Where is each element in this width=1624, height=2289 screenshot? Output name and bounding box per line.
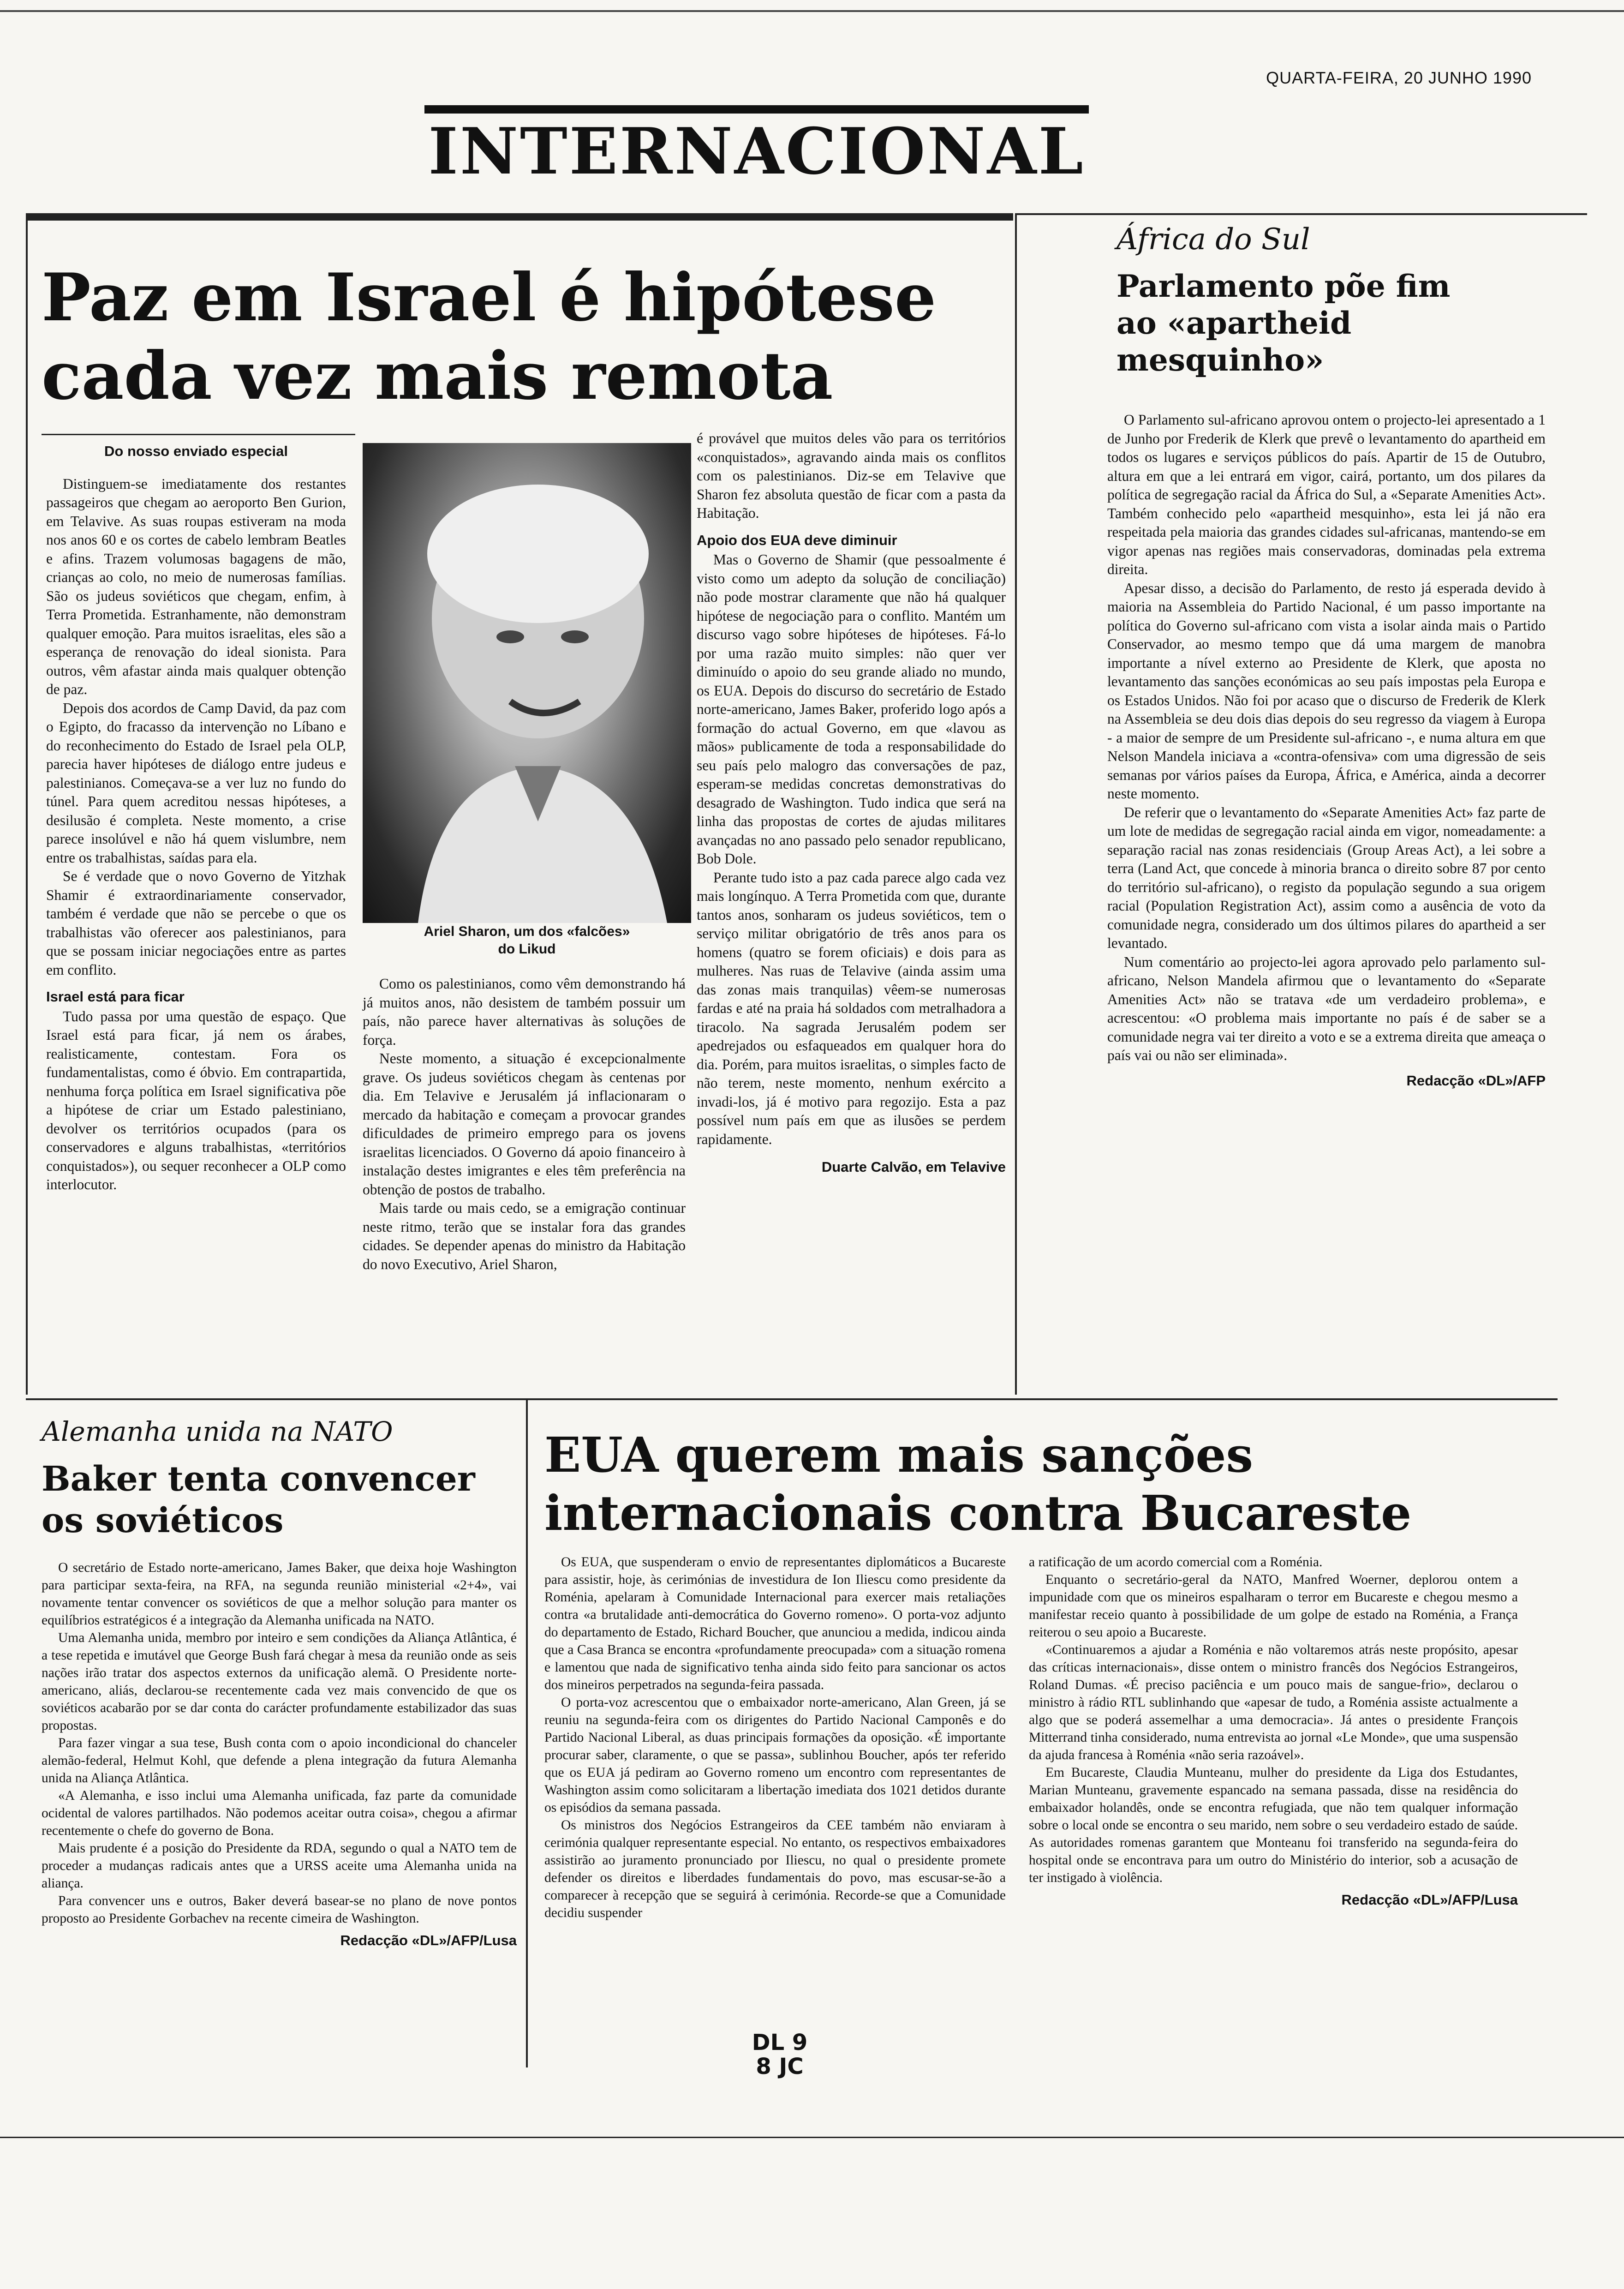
paragraph: Uma Alemanha unida, membro por inteiro e sem condições da Aliança Atlântica, é a tese repetida e imutável que George Bush fará chegar à mesa da reunião onde as seis nações irão tratar dos aspectos externos da unificação alemã. O Presidente norte-americano, aliás, declarou-se recentemente cada vez mais convencido de que os soviéticos acabarão por se dar conta do carácter profundamente estabilizador das suas propostas. xyxy=(42,1630,517,1733)
nato-kicker: Alemanha unida na NATO xyxy=(42,1416,393,1447)
africa-headline xyxy=(1116,268,1578,378)
page-number-logo xyxy=(729,2031,830,2079)
paragraph: Depois dos acordos de Camp David, da paz com o Egipto, do fracasso da intervenção no Líbano e do reconhecimento do Estado de Israel pela OLP, parecia haver hipóteses de diálogo entre judeus e palestinianos. Começava-se a ver luz no fundo do túnel. Para quem acreditou nessas hipóteses, a desilusão é completa. Neste momento, a crise parece insolúvel e não há quem vislumbre, nem entre os trabalhistas, saídas para ela. xyxy=(46,700,346,866)
photo-caption-line-1: Ariel Sharon, um dos «falcões» xyxy=(424,924,630,939)
paragraph: Os EUA, que suspenderam o envio de representantes diplomáticos a Bucareste para assistir, hoje, às cerimónias de investidura de Ion Iliescu como presidente da Roménia, apelaram à Comunidade Internacional para exercer mais retaliações contra «a brutalidade anti-democrática do Governo romeno». O porta-voz adjunto do departamento de Estado, Richard Boucher, que anunciou a medida, indicou ainda que a Casa Branca se encontra «profundamente preocupada» com a situação romena e lamentou que nada de significativo tenha ainda sido feito para sancionar os actos dos mineiros perpetrados na segunda-feira passada. xyxy=(544,1555,1006,1692)
paragraph: Perante tudo isto a paz cada parece algo cada vez mais longínquo. A Terra Prometida com que, durante tantos anos, sonharam os judeus soviéticos, tem o serviço militar obrigatório de três anos para os homens (quatro se forem oficiais) e dois para as mulheres. Nas ruas de Telavive (ainda assim uma das zonas mais tranquilas) vêem-se numerosas fardas e até na praia há soldados com metralhadora a tiracolo. Na sagrada Jerusalém podem ser apedrejados ou esfaqueados em qualquer hora do dia. Porém, para muitos israelitas, o simples facto de não terem, neste momento, nenhum exército a invadi-los, já é motivo para regozijo. Esta a paz possível num país em que as ilusões se perdem rapidamente. xyxy=(697,869,1006,1147)
paragraph: Enquanto o secretário-geral da NATO, Manfred Woerner, deplorou ontem a impunidade com que os mineiros espalharam o terror em Bucareste e chegou mesmo a manifestar receio quanto à possibilidade de um golpe de estado na Roménia, a França reiterou o seu apoio a Bucareste. xyxy=(1029,1572,1518,1640)
paragraph: Distinguem-se imediatamente dos restantes passageiros que chegam ao aeroporto Ben Gurion, em Telavive. As suas roupas estiveram na moda nos anos 60 e os cortes de cabelo lembram Beatles e afins. Trazem volumosas bagagens de mão, crianças ao colo, no meio de numerosas famílias. São os judeus soviéticos que chegam, enfim, à Terra Prometida. Estranhamente, não demonstram qualquer emoção. Para muitos israelitas, eles são a esperança de renovação do ideal sionista. Para outros, vêm afastar ainda mais qualquer obtenção de paz. xyxy=(46,475,346,697)
mid-frame xyxy=(26,1398,1558,1400)
africa-body xyxy=(1107,411,1546,1090)
paragraph: Como os palestinianos, como vêm demonstrando há já muitos anos, não desistem de também possuir um país, não parece haver alternativas às soluções de força. xyxy=(363,976,686,1048)
page-date: QUARTA-FEIRA, 20 JUNHO 1990 xyxy=(1266,68,1532,87)
romania-headline-line-2: internacionais contra Bucareste xyxy=(544,1485,1412,1541)
portrait-illustration xyxy=(363,443,691,923)
paragraph: O secretário de Estado norte-americano, James Baker, que deixa hoje Washington para participar sexta-feira, na RFA, na segunda reunião ministerial «2+4», vai novamente tentar convencer os soviéticos de que a melhor solução para manter os equilíbrios estratégicos é a integração da Alemanha unificada na NATO. xyxy=(42,1560,517,1628)
africa-headline-line-3: mesquinho» xyxy=(1116,342,1324,378)
paragraph: «A Alemanha, e isso inclui uma Alemanha unificada, faz parte da comunidade ocidental de valores partilhados. Não podemos aceitar outra coisa», chegou a afirmar recentemente o chefe do governo de Bona. xyxy=(42,1788,517,1838)
section-rule xyxy=(424,105,1089,114)
romania-column-1 xyxy=(544,1553,1006,1922)
paragraph: Para fazer vingar a sua tese, Bush conta com o apoio incondicional do chanceler alemão-federal, Helmut Kohl, que defende a plena integração da futura Alemanha unida na Aliança Atlântica. xyxy=(42,1736,517,1786)
romania-headline xyxy=(544,1426,1559,1542)
lead-column-2 xyxy=(363,975,686,1274)
paragraph: Para convencer uns e outros, Baker deverá basear-se no plano de nove pontos proposto ao Presidente Gorbachev na recente cimeira de Washington. xyxy=(42,1894,517,1926)
lead-column-3 xyxy=(697,429,1006,1177)
lead-byline-bottom: Duarte Calvão, em Telavive xyxy=(821,1159,1006,1175)
paragraph: Num comentário ao projecto-lei agora aprovado pelo parlamento sul-africano, Nelson Mandela afirmou que o levantamento do «Separate Amenities Act» não se tratava «de um verdadeiro problema», e acrescentou: «O problema mais importante no país é de saber se a comunidade negra vai ter direito a voto e se a extrema direita que ameaça o país vai ou não ser eliminada». xyxy=(1107,953,1546,1063)
paragraph: Mais tarde ou mais cedo, se a emigração continuar neste ritmo, terão que se instalar fora das grandes cidades. Se depender apenas do ministro da Habitação do novo Executivo, Ariel Sharon, xyxy=(363,1200,686,1272)
lead-frame-left xyxy=(26,213,28,1395)
nato-headline-line-1: Baker tenta convencer xyxy=(42,1459,475,1499)
bottom-rule xyxy=(0,2137,1624,2138)
logo-top: DL 9 xyxy=(752,2030,808,2055)
lower-divider xyxy=(526,1398,528,2067)
lead-subhead-2: Apoio dos EUA deve diminuir xyxy=(697,532,897,548)
nato-body xyxy=(42,1559,517,1949)
lead-headline-line-2: cada vez mais remota xyxy=(42,338,833,414)
nato-credit: Redacção «DL»/AFP/Lusa xyxy=(340,1932,517,1948)
romania-column-2 xyxy=(1029,1553,1518,1909)
paragraph: Tudo passa por uma questão de espaço. Que Israel está para ficar, já nem os árabes, realisticamente, contestam. Fora os fundamentalistas, como é óbvio. Em contrapartida, nenhuma força política em Israel significativa põe a hipótese de criar um Estado palestiniano, devolver os territórios ocupados (para os conservadores e alguns trabalhistas, «territórios conquistados»), ou sequer reconhecer a OLP como interlocutor. xyxy=(46,1008,346,1192)
lead-byline-top: Do nosso enviado especial xyxy=(104,443,288,459)
ariel-sharon-photo xyxy=(363,443,691,923)
paragraph: O porta-voz acrescentou que o embaixador norte-americano, Alan Green, já se reuniu na segunda-feira com os dirigentes do Partido Nacional Camponês e do Partido Nacional Liberal, as duas principais formações da oposição. «É importante procurar saber, claramente, o que se passa», sublinhou Boucher, após ter referido que os EUA já pediram ao Governo romeno um encontro com representantes de Washington assim como solicitaram a libertação imediata dos 1021 detidos durante os episódios da semana passada. xyxy=(544,1695,1006,1815)
right-frame-left xyxy=(1015,213,1017,1395)
paragraph: é provável que muitos deles vão para os territórios «conquistados», agravando ainda mais os conflitos com os palestinianos. Diz-se em Telavive que Sharon fez absoluta questão de ficar com a pasta da Habitação. xyxy=(697,430,1006,521)
top-border xyxy=(0,10,1624,12)
photo-caption xyxy=(363,923,691,958)
paragraph: Se é verdade que o novo Governo de Yitzhak Shamir é extraordinariamente conservador, também é verdade que não se percebe o que os trabalhistas vão oferecer aos palestinianos, para que se possam iniciar negociações entre as partes em conflito. xyxy=(46,868,346,978)
lead-headline xyxy=(42,258,1010,415)
paragraph: Os ministros dos Negócios Estrangeiros da CEE também não enviaram à cerimónia qualquer representante especial. No entanto, os respectivos embaixadores assistirão ao juramento pronunciado por Iliescu, no qual o presidente promete defender os direitos e liberdades fundamentais do povo, mas escusar-se-ão a comparecer à recepção que se seguirá à cerimónia. Recorde-se que a Comunidade decidiu suspender xyxy=(544,1818,1006,1920)
section-title: INTERNACIONAL xyxy=(428,114,1085,189)
africa-credit: Redacção «DL»/AFP xyxy=(1406,1072,1546,1089)
romania-headline-line-1: EUA querem mais sanções xyxy=(544,1426,1254,1483)
right-frame-top xyxy=(1015,213,1587,215)
paragraph: Em Bucareste, Claudia Munteanu, mulher do presidente da Liga dos Estudantes, Marian Munteanu, gravemente espancado na semana passada, disse na residência do embaixador holandês, onde se encontra refugiada, que não tem qualquer informação sobre o local onde se encontra o seu marido, nem sobre o seu verdadeiro estado de saúde. As autoridades romenas garantem que Monteanu foi transferido na segunda-feira do hospital onde se encontrava para um outro do Ministério do interior, sob a acusação de ter instigado à violência. xyxy=(1029,1765,1518,1885)
paragraph: Neste momento, a situação é excepcionalmente grave. Os judeus soviéticos chegam às centenas por dia. Em Telavive e Jerusalém já inflacionaram o mercado da habitação e começam a provocar grandes dificuldades de primeiro emprego para os jovens israelitas licenciados. O Governo dá apoio financeiro à instalação destes imigrantes e eles têm preferência na obtenção de postos de trabalho. xyxy=(363,1050,686,1198)
africa-kicker: África do Sul xyxy=(1116,222,1310,257)
romania-credit: Redacção «DL»/AFP/Lusa xyxy=(1341,1892,1518,1908)
logo-bottom: 8 JC xyxy=(756,2054,804,2079)
lead-subhead-1: Israel está para ficar xyxy=(46,989,185,1005)
paragraph: Mais prudente é a posição do Presidente da RDA, segundo o qual a NATO tem de proceder a mudanças radicais antes que a URSS aceite uma Alemanha unida na aliança. xyxy=(42,1841,517,1891)
paragraph: O Parlamento sul-africano aprovou ontem o projecto-lei apresentado a 1 de Junho por Frederik de Klerk que prevê o levantamento do apartheid em todos os lugares e serviços públicos do país. Apartir de 15 de Outubro, altura em que a lei entrará em vigor, cairá, portanto, um dos pilares da política de segregação racial da África do Sul, a «Separate Amenities Act». Também conhecido pelo «apartheid mesquinho», esta lei já não era respeitada pela maioria das grandes cidades sul-africanas, mantendo-se em vigor apenas nas regiões mais conservadoras, dominadas pela extrema direita. xyxy=(1107,412,1546,577)
paragraph: Mas o Governo de Shamir (que pessoalmente é visto como um adepto da solução de conciliação) não pode mostrar claramente que não há qualquer hipótese de negociação para o conflito. Mantém um discurso vago sobre hipóteses de hipóteses. Fá-lo por uma razão muito simples: não quer ver diminuído o apoio do seu grande aliado no mundo, os EUA. Depois do discurso do secretário de Estado norte-americano, James Baker, proferido logo após a formação do actual Governo, em que «lavou as mãos» publicamente de toda a responsabilidade do seu país pelo malogro das conversações de paz, esperam-se medidas concretas demonstrativas do desagrado de Washington. Tudo indica que será na linha das propostas de cortes de ajudas militares avançadas no ano passado pelo senador republicano, Bob Dole. xyxy=(697,551,1006,867)
africa-headline-line-1: Parlamento põe fim xyxy=(1116,268,1451,304)
nato-headline xyxy=(42,1458,521,1541)
lead-frame-top xyxy=(26,213,1013,221)
paragraph: «Continuaremos a ajudar a Roménia e não voltaremos atrás neste propósito, apesar das críticas internacionais», disse ontem o ministro francês dos Negócios Estrangeiros, Roland Dumas. «É preciso paciência e um pouco mais de sangue-frio», declarou o ministro à rádio RTL sublinhando que «apesar de tudo, a Roménia assiste actualmente a algo que se poderá assemelhar a uma democracia». Já antes o presidente François Mitterrand tinha considerado, numa entrevista ao jornal «Le Monde», que uma suspensão da ajuda francesa à Roménia «não seria razoável». xyxy=(1029,1642,1518,1762)
lead-column-1 xyxy=(46,442,346,1194)
lead-byline-rule xyxy=(42,434,355,435)
paragraph: Apesar disso, a decisão do Parlamento, de resto já esperada devido à maioria na Assembleia do Partido Nacional, é um passo importante na política do Governo sul-africano com vista a isolar ainda mais o Partido Conservador, ao mesmo tempo que dá uma margem de manobra importante a nível externo ao Presidente de Klerk, que aposta no levantamento das sanções económicas ao seu país impostas pela Europa e os Estados Unidos. Não foi por acaso que o discurso de Frederik de Klerk na Assembleia se deu dois dias depois do seu regresso da viagem à Europa - a maior de sempre de um Presidente sul-africano -, e numa altura em que Nelson Mandela iniciava a «contra-ofensiva» com uma digressão de seis semanas por vários países da Europa, África, e América, ainda a decorrer neste momento. xyxy=(1107,580,1546,802)
photo-caption-line-2: do Likud xyxy=(498,941,556,957)
africa-headline-line-2: ao «apartheid xyxy=(1116,305,1352,341)
paragraph: a ratificação de um acordo comercial com a Roménia. xyxy=(1029,1555,1323,1570)
nato-headline-line-2: os soviéticos xyxy=(42,1501,284,1540)
paragraph: De referir que o levantamento do «Separate Amenities Act» faz parte de um lote de medidas de segregação racial ainda em vigor, nomeadamente: a separação racial nas zonas residenciais (Group Areas Act), a lei sobre a terra (Land Act, que concede à minoria branca o direito sobre 87 por cento do território sul-africano), o registo da população segundo a sua origem racial (Population Registration Act), assim como a ausência de voto da comunidade negra, considerado um dos últimos pilares do apartheid a ser levantado. xyxy=(1107,804,1546,951)
lead-headline-line-1: Paz em Israel é hipótese xyxy=(42,259,937,336)
